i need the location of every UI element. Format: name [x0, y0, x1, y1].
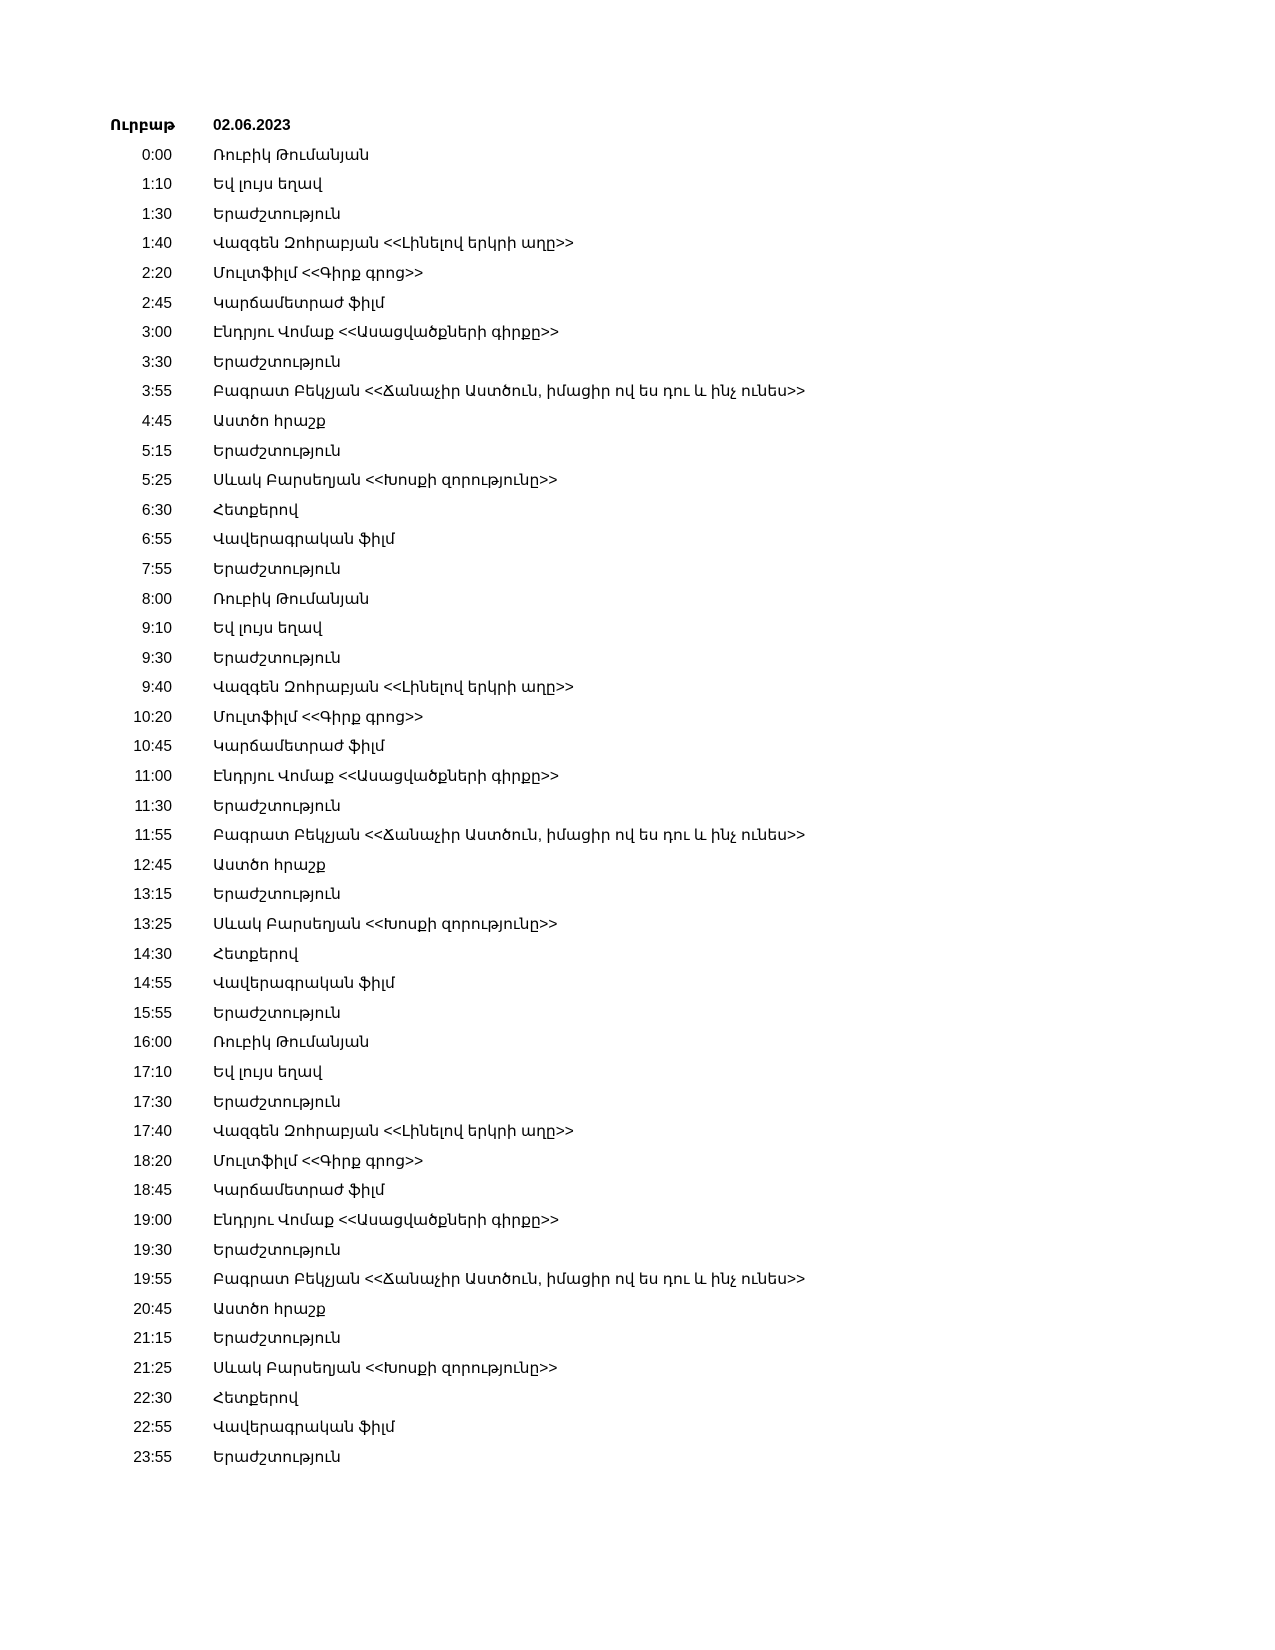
- program-title: Երաժշտություն: [213, 649, 341, 667]
- program-time: 2:20: [141, 264, 172, 282]
- program-time: 19:55: [133, 1271, 172, 1289]
- schedule-row: [0, 348, 1275, 378]
- schedule-row: [0, 1176, 1275, 1206]
- program-title: Հետքերով: [213, 501, 299, 519]
- program-title: Հետքերով: [213, 945, 299, 963]
- schedule-row: [0, 1117, 1275, 1147]
- schedule-row: [0, 141, 1275, 171]
- schedule-row: [0, 940, 1275, 970]
- schedule-row: [0, 644, 1275, 674]
- schedule-row: [0, 1384, 1275, 1414]
- schedule-row: [0, 437, 1275, 467]
- program-time: 13:15: [133, 886, 172, 904]
- schedule-row: [0, 289, 1275, 319]
- program-title: Վավերագրական ֆիլմ: [213, 975, 395, 993]
- program-title: Մուլտֆիլմ <<Գիրք գրոց>>: [213, 708, 424, 726]
- program-title: Մուլտֆիլմ <<Գիրք գրոց>>: [213, 1152, 424, 1170]
- program-time: 16:00: [133, 1034, 172, 1052]
- program-title: Բագրատ Բեկչյան <<Ճանաչիր Աստծուն, իմացիր ով ես դու և ինչ ունես>>: [213, 383, 806, 401]
- schedule-row: [0, 1354, 1275, 1384]
- schedule-row: [0, 792, 1275, 822]
- program-title: Երաժշտություն: [213, 1448, 341, 1466]
- program-title: Ռուբիկ Թումանյան: [213, 146, 370, 164]
- program-time: 17:40: [133, 1123, 172, 1141]
- schedule-row: [0, 880, 1275, 910]
- schedule-row: [0, 1236, 1275, 1266]
- program-time: 3:00: [141, 324, 172, 342]
- schedule-row: [0, 585, 1275, 615]
- schedule-row: [0, 318, 1275, 348]
- schedule-row: [0, 1295, 1275, 1325]
- schedule-row: [0, 1324, 1275, 1354]
- program-time: 22:30: [133, 1389, 172, 1407]
- program-time: 19:30: [133, 1241, 172, 1259]
- program-time: 12:45: [133, 856, 172, 874]
- program-time: 17:30: [133, 1093, 172, 1111]
- program-title: Երաժշտություն: [213, 560, 341, 578]
- program-title: Աստծո հրաշք: [213, 856, 326, 874]
- program-title: Երաժշտություն: [213, 1330, 341, 1348]
- schedule-row: [0, 377, 1275, 407]
- program-time: 11:30: [134, 797, 172, 815]
- program-title: Կարճամետրաժ ֆիլմ: [213, 738, 385, 756]
- program-title: Վազգեն Զոհրաբյան <<Լինելով երկրի աղը>>: [213, 1123, 574, 1141]
- program-time: 6:30: [141, 501, 172, 519]
- program-title: Եվ լույս եղավ: [213, 176, 323, 194]
- schedule-row: [0, 732, 1275, 762]
- program-title: Էնդրյու Վոմաք <<Ասացվածքների գիրքը>>: [213, 1211, 559, 1229]
- schedule-row: [0, 1206, 1275, 1236]
- program-time: 15:55: [133, 1004, 172, 1022]
- schedule-list: [0, 141, 1275, 1473]
- program-title: Բագրատ Բեկչյան <<Ճանաչիր Աստծուն, իմացիր ով ես դու և ինչ ունես>>: [213, 827, 806, 845]
- program-title: Երաժշտություն: [213, 797, 341, 815]
- program-time: 5:15: [141, 442, 172, 460]
- schedule-row: [0, 525, 1275, 555]
- program-time: 17:10: [133, 1064, 172, 1081]
- program-time: 1:30: [141, 205, 172, 223]
- schedule-row: [0, 614, 1275, 644]
- program-time: 10:45: [133, 738, 172, 756]
- program-time: 6:55: [141, 531, 172, 549]
- program-title: Վավերագրական ֆիլմ: [213, 1419, 395, 1437]
- program-time: 9:40: [141, 679, 172, 697]
- program-title: Բագրատ Բեկչյան <<Ճանաչիր Աստծուն, իմացիր ով ես դու և ինչ ունես>>: [213, 1271, 806, 1289]
- program-title: Աստծո հրաշք: [213, 412, 326, 430]
- program-title: Վազգեն Զոհրաբյան <<Լինելով երկրի աղը>>: [213, 235, 574, 253]
- program-title: Եվ լույս եղավ: [213, 620, 323, 638]
- program-time: 2:45: [141, 294, 172, 312]
- schedule-row: [0, 1058, 1275, 1088]
- schedule-row: [0, 851, 1275, 881]
- schedule-row: [0, 1413, 1275, 1443]
- schedule-header: [0, 111, 1275, 141]
- schedule-row: [0, 910, 1275, 940]
- schedule-row: [0, 1088, 1275, 1118]
- program-time: 4:45: [141, 412, 172, 430]
- program-title: Վավերագրական ֆիլմ: [213, 531, 395, 549]
- schedule-row: [0, 407, 1275, 437]
- program-title: Եվ լույս եղավ: [213, 1064, 323, 1081]
- program-time: 13:25: [133, 916, 172, 934]
- program-title: Սևակ Բարսեղյան <<Խոսքի զորությունը>>: [213, 916, 558, 934]
- program-title: Կարճամետրաժ ֆիլմ: [213, 1182, 385, 1200]
- schedule-row: [0, 496, 1275, 526]
- program-time: 5:25: [141, 472, 172, 490]
- program-time: 3:30: [141, 353, 172, 371]
- schedule-row: [0, 999, 1275, 1029]
- program-time: 1:10: [141, 176, 172, 194]
- program-title: Մուլտֆիլմ <<Գիրք գրոց>>: [213, 264, 424, 282]
- program-time: 11:55: [134, 827, 172, 845]
- program-title: Երաժշտություն: [213, 1241, 341, 1259]
- program-time: 7:55: [141, 560, 172, 578]
- program-time: 14:55: [133, 975, 172, 993]
- program-title: Սևակ Բարսեղյան <<Խոսքի զորությունը>>: [213, 472, 558, 490]
- program-time: 14:30: [133, 945, 172, 963]
- program-time: 20:45: [133, 1300, 172, 1318]
- schedule-row: [0, 762, 1275, 792]
- schedule-row: [0, 703, 1275, 733]
- program-time: 18:45: [133, 1182, 172, 1200]
- program-title: Ռուբիկ Թումանյան: [213, 1034, 370, 1052]
- program-title: Ռուբիկ Թումանյան: [213, 590, 370, 608]
- schedule-row: [0, 1443, 1275, 1473]
- program-title: Հետքերով: [213, 1389, 299, 1407]
- program-time: 21:25: [133, 1359, 172, 1377]
- schedule-row: [0, 555, 1275, 585]
- program-title: Երաժշտություն: [213, 442, 341, 460]
- schedule-row: [0, 1028, 1275, 1058]
- schedule-row: [0, 170, 1275, 200]
- program-title: Երաժշտություն: [213, 1093, 341, 1111]
- program-time: 21:15: [133, 1330, 172, 1348]
- date-label: 02.06.2023: [213, 117, 291, 134]
- schedule-row: [0, 466, 1275, 496]
- schedule-row: [0, 259, 1275, 289]
- schedule-row: [0, 673, 1275, 703]
- schedule-row: [0, 229, 1275, 259]
- schedule-row: [0, 1265, 1275, 1295]
- schedule-row: [0, 1147, 1275, 1177]
- program-time: 1:40: [141, 235, 172, 253]
- program-time: 18:20: [133, 1152, 172, 1170]
- schedule-row: [0, 200, 1275, 230]
- program-time: 8:00: [141, 590, 172, 608]
- program-time: 22:55: [133, 1419, 172, 1437]
- program-time: 9:10: [141, 620, 172, 638]
- program-time: 3:55: [141, 383, 172, 401]
- program-title: Երաժշտություն: [213, 353, 341, 371]
- day-label: Ուրբաթ: [110, 117, 175, 134]
- program-title: Էնդրյու Վոմաք <<Ասացվածքների գիրքը>>: [213, 768, 559, 786]
- program-time: 9:30: [141, 649, 172, 667]
- schedule-row: [0, 969, 1275, 999]
- program-title: Կարճամետրաժ ֆիլմ: [213, 294, 385, 312]
- program-time: 0:00: [141, 146, 172, 164]
- program-title: Երաժշտություն: [213, 1004, 341, 1022]
- program-time: 19:00: [133, 1211, 172, 1229]
- program-time: 23:55: [133, 1448, 172, 1466]
- program-title: Երաժշտություն: [213, 886, 341, 904]
- program-title: Աստծո հրաշք: [213, 1300, 326, 1318]
- program-title: Էնդրյու Վոմաք <<Ասացվածքների գիրքը>>: [213, 324, 559, 342]
- program-title: Երաժշտություն: [213, 205, 341, 223]
- program-time: 11:00: [134, 768, 172, 786]
- program-title: Սևակ Բարսեղյան <<Խոսքի զորությունը>>: [213, 1359, 558, 1377]
- schedule-row: [0, 821, 1275, 851]
- program-time: 10:20: [133, 708, 172, 726]
- program-title: Վազգեն Զոհրաբյան <<Լինելով երկրի աղը>>: [213, 679, 574, 697]
